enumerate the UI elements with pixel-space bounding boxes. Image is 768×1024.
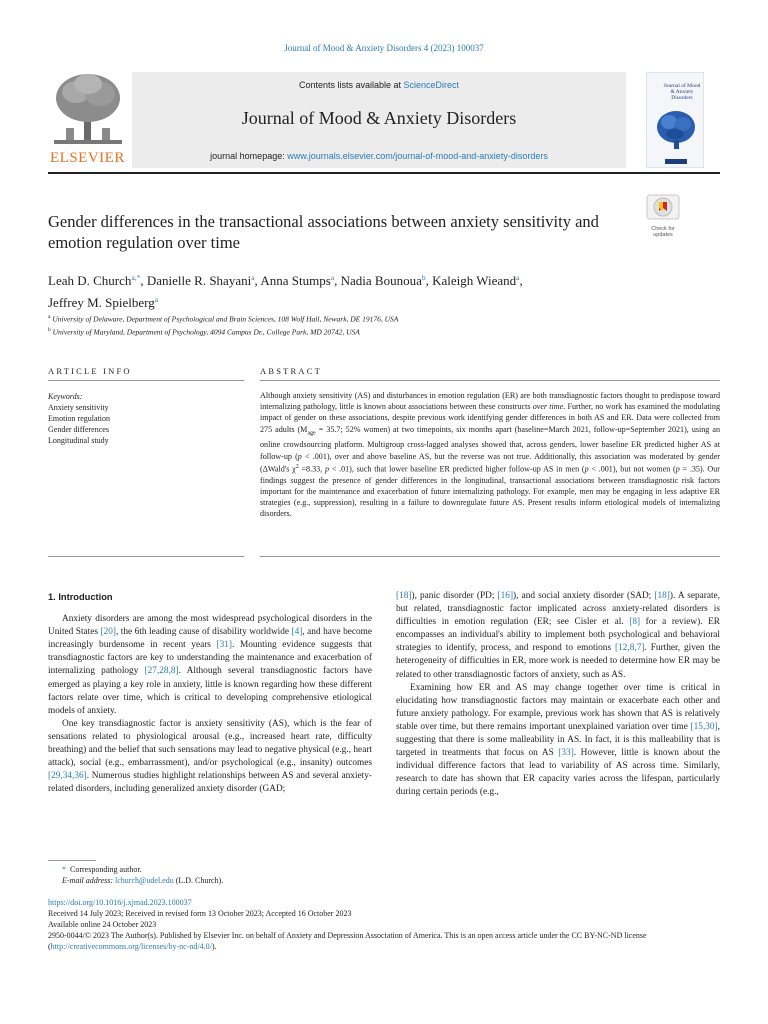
footnote-marker[interactable]: * — [62, 865, 66, 874]
keywords-block — [48, 391, 228, 446]
license-text: 2950-0044/© 2023 The Author(s). Published by Elsevier Inc. on behalf of Anxiety and Depression Association of America. This is an open access article under the CC BY-NC-ND license ( — [48, 931, 647, 951]
citation-link[interactable]: [15,30] — [690, 721, 718, 732]
author-affil-sup[interactable]: a — [330, 273, 335, 282]
masthead-panel — [132, 72, 626, 168]
abstract-italic: p — [675, 464, 680, 474]
abstract-italic: p — [584, 464, 589, 474]
keyword: Anxiety sensitivity — [48, 403, 109, 412]
author-name[interactable]: Nadia Bounoua — [340, 273, 422, 288]
citation-link[interactable]: [31] — [216, 640, 233, 651]
abstract-bottom-rule — [260, 556, 720, 557]
footnote-rule — [48, 860, 96, 861]
journal-title: Journal of Mood & Anxiety Disorders — [241, 108, 517, 128]
body-paragraph — [48, 718, 372, 797]
article-info-heading: ARTICLE INFO — [48, 366, 132, 376]
affiliation-text: University of Delaware, Department of Psychological and Brain Sciences, 108 Wolf Hall, Newark, DE 19176, USA — [52, 314, 399, 324]
text-run: ), and social anxiety disorder (SAD; — [513, 591, 655, 601]
citation-link[interactable]: [8] — [629, 617, 641, 628]
author-affil-sup[interactable]: b — [421, 273, 426, 282]
body-column-left — [48, 590, 372, 796]
contents-line — [132, 80, 626, 90]
section-heading: 1. Introduction — [48, 592, 113, 602]
email-suffix: (L.D. Church). — [173, 876, 224, 885]
body-paragraph — [396, 682, 720, 800]
license-statement — [48, 930, 720, 952]
abstract-italic: over time — [532, 402, 564, 412]
affiliation-sup: a — [48, 314, 51, 320]
abstract-fragment: < .01), such that lower baseline ER predicted higher follow-up AS in men ( — [329, 464, 585, 474]
text-run: . Numerous studies highlight relationships between AS and several anxiety-related disorders, including generalized anxiety disorder (GAD; — [48, 771, 372, 795]
article-info-bottom-rule — [48, 556, 244, 557]
keyword: Gender differences — [48, 425, 109, 434]
author-affil-sup[interactable]: a,* — [131, 273, 141, 282]
author-email-link[interactable]: lchurch@udel.edu — [115, 876, 174, 885]
text-run: Anxiety disorders are among the most widespread psychological disorders in the United States — [48, 614, 372, 638]
citation-link[interactable]: [29,34,36] — [48, 771, 87, 782]
keywords-label: Keywords: — [48, 392, 83, 401]
received-dates: Received 14 July 2023; Received in revised form 13 October 2023; Accepted 16 October 2023 — [48, 909, 352, 918]
text-run: Examining how ER and AS may change together over time is critical in elucidating how transdiagnostic factors may maintain or exacerbate each other and future anxiety pathology. For example, previous work has shown that AS is relatively stable over time, but there remains important unexplained variation over time — [396, 682, 720, 732]
abstract-superscript: 2 — [295, 463, 299, 470]
abstract-fragment: =8.33, — [298, 464, 325, 474]
email-label: E-mail address: — [62, 876, 116, 885]
keyword: Emotion regulation — [48, 414, 110, 423]
citation-link[interactable]: [12,8,7] — [615, 643, 645, 654]
elsevier-logo[interactable] — [48, 68, 128, 172]
affiliation-text: University of Maryland, Department of Psychology, 4094 Campus Dr., College Park, MD 20742, USA — [52, 327, 360, 336]
journal-homepage-link[interactable]: www.journals.elsevier.com/journal-of-mood-and-anxiety-disorders — [287, 151, 548, 161]
brain-icon — [655, 107, 697, 151]
keyword: Longitudinal study — [48, 436, 109, 445]
text-run: ). A separate, but related, transdiagnostic factor implicated across anxiety-related disorders is difficulties in emotion regulation (ER; see Cisler et al. — [396, 591, 720, 628]
text-run: . Mounting evidence suggests that transdiagnostic factors are key to understanding the maintenance and exacerbation of internalizing pathology — [48, 640, 372, 677]
author-affil-sup[interactable]: a — [516, 273, 520, 282]
affiliation-b — [48, 325, 668, 338]
article-info-rule — [48, 380, 244, 381]
citation-link[interactable]: [18] — [396, 591, 412, 601]
author-name[interactable]: Danielle R. Shayani — [146, 273, 252, 288]
abstract-italic: p — [297, 451, 302, 461]
abstract-text — [260, 390, 720, 520]
abstract-fragment: < .001), over and above baseline AS, but the reverse was not true. Additionally, this association was moderated by gender (ΔWald's χ — [260, 451, 720, 474]
license-link[interactable]: http://creativecommons.org/licenses/by-nc-nd/4.0/ — [50, 942, 212, 951]
text-run: , and have become increasingly burdensome in recent years — [48, 627, 373, 651]
text-run: One key transdiagnostic factor is anxiety sensitivity (AS), which is the fear of sensations related to physiological arousal (e.g., increased heart rate, difficulty breathing) and the belief that such sensations may lead to negative physical (e.g., heart attack), social (e.g., embarrassment), and/or psychological (e.g., insanity) outcomes — [48, 718, 372, 769]
abstract-italic: p — [324, 464, 330, 474]
abstract-fragment: = 35.7; 52% women) at two timepoints, six months apart (baseline=March 2021, follow-up=September 2021), using an online crowdsourcing platform. Multigroup cross-lagged analyses showed that, across genders, lower baseline ER predicted higher AS at follow-up ( — [260, 424, 720, 461]
abstract-rule — [260, 380, 720, 381]
footnotes — [48, 864, 720, 886]
abstract-heading: ABSTRACT — [260, 366, 322, 376]
journal-cover-thumbnail[interactable] — [646, 72, 704, 168]
publication-info — [48, 897, 720, 952]
abstract-subscript: age — [307, 430, 316, 437]
affiliation-a — [48, 312, 668, 325]
citation-link[interactable]: [4] — [291, 627, 303, 638]
masthead-rule — [48, 172, 720, 174]
text-run: . Further, given the heterogeneity of difficulties in ER, more work is needed to determine how ER may be related to other transdiagnostic factors of anxiety, such as AS. — [396, 643, 720, 680]
homepage-label: journal homepage: — [210, 151, 288, 161]
contents-prefix: Contents lists available at — [298, 80, 404, 90]
corresponding-author-note — [48, 864, 720, 875]
journal-masthead — [48, 68, 720, 172]
elsevier-tree-icon — [48, 68, 128, 150]
body-column-right — [396, 590, 720, 800]
author-affil-sup[interactable]: a — [154, 295, 159, 304]
abstract-fragment: < .001), but not women ( — [588, 464, 676, 474]
citation-link[interactable]: [16] — [497, 591, 514, 601]
citation-link[interactable]: [27,28,8] — [144, 666, 179, 677]
check-for-updates-button[interactable] — [646, 194, 680, 239]
author-name[interactable]: Kaleigh Wieand — [432, 273, 517, 288]
text-run: , the 6th leading cause of disability worldwide — [115, 627, 292, 638]
corresponding-author-text: Corresponding author. — [70, 865, 142, 874]
license-text-end: ). — [211, 942, 217, 951]
doi-link[interactable]: https://doi.org/10.1016/j.xjmad.2023.100037 — [48, 898, 192, 907]
text-run: ), panic disorder (PD; — [411, 591, 498, 601]
author-list: Leah D. Church$^{a,*}$, Danielle R. Shayani$^a$, Anna Stumps$^a$, Nadia Bounoua$^b$, Kaleigh Wieand$^a$, Jeffrey M. Spielberg$^a$ — [48, 273, 523, 310]
abstract-fragment: . Further, no work has examined the modulating impact of gender on these associations, despite previous work identifying gender differences in both AS and ER. Data were collected from 275 adults (M — [260, 402, 720, 434]
author-affil-sup[interactable]: a — [251, 273, 255, 282]
text-run: . However, little is known about the individual difference factors that lead to variability of AS across time. Similarly, research to date has shown that ER capacity varies across the lifespan, particularly during certain periods (e.g., — [396, 748, 720, 798]
affiliation-sup: b — [48, 326, 51, 333]
body-paragraph — [48, 613, 372, 718]
email-note — [48, 875, 720, 886]
citation-link[interactable]: [33] — [558, 748, 574, 759]
available-online-date: Available online 24 October 2023 — [48, 920, 157, 929]
affiliations — [48, 312, 668, 337]
text-run: , suggesting that there is some malleability in AS. In fact, it is this malleability that is targeted in treatments that focus on AS — [396, 721, 720, 759]
elsevier-wordmark: ELSEVIER — [50, 150, 125, 166]
abstract-fragment: = .35). Our findings suggest the presence of gender differences in the longitudinal, transactional associations between transdiagnostic risk factors important for the maintenance and exacerbation of future internalizing pathology. For example, men may be engaging in less adaptive ER strategies (e.g., suppression), resulting in a failure to downregulate future AS. Present results inform etiological models of internalizing disorders. — [260, 464, 720, 519]
text-run: for a review). ER encompasses an individual's ability to implement both psychological and behavioral strategies to identify, process, and respond to emotions — [396, 617, 721, 654]
author-name[interactable]: Anna Stumps — [260, 273, 331, 288]
article-title: Gender differences in the transactional associations between anxiety sensitivity and emotion regulation over time — [48, 212, 599, 252]
sciencedirect-link[interactable]: ScienceDirect — [403, 80, 460, 90]
homepage-line — [132, 151, 626, 161]
abstract-fragment: Although anxiety sensitivity (AS) and disturbances in emotion regulation (ER) are both transdiagnostic factors thought to predispose toward internalizing pathology, little is known about associations between these constructs — [260, 391, 720, 412]
author-name[interactable]: Leah D. Church — [48, 273, 132, 288]
check-for-updates-label: Check for updates — [651, 226, 675, 239]
citation-link[interactable]: [20] — [100, 627, 116, 638]
citation-link[interactable]: [18] — [654, 591, 670, 601]
body-paragraph — [396, 590, 720, 682]
crossmark-icon — [646, 194, 680, 220]
text-run: . Although several transdiagnostic factors have emerged as playing a key role in anxiety, little is known regarding how these different factors relate over time, which is critical to developing comprehensive etiological models of anxiety. — [48, 666, 372, 716]
cover-badge — [665, 159, 687, 164]
cover-title: Journal of Mood & Anxiety Disorders — [663, 83, 701, 102]
running-head[interactable]: Journal of Mood & Anxiety Disorders 4 (2023) 100037 — [284, 43, 484, 53]
author-name[interactable]: Jeffrey M. Spielberg — [48, 295, 155, 310]
